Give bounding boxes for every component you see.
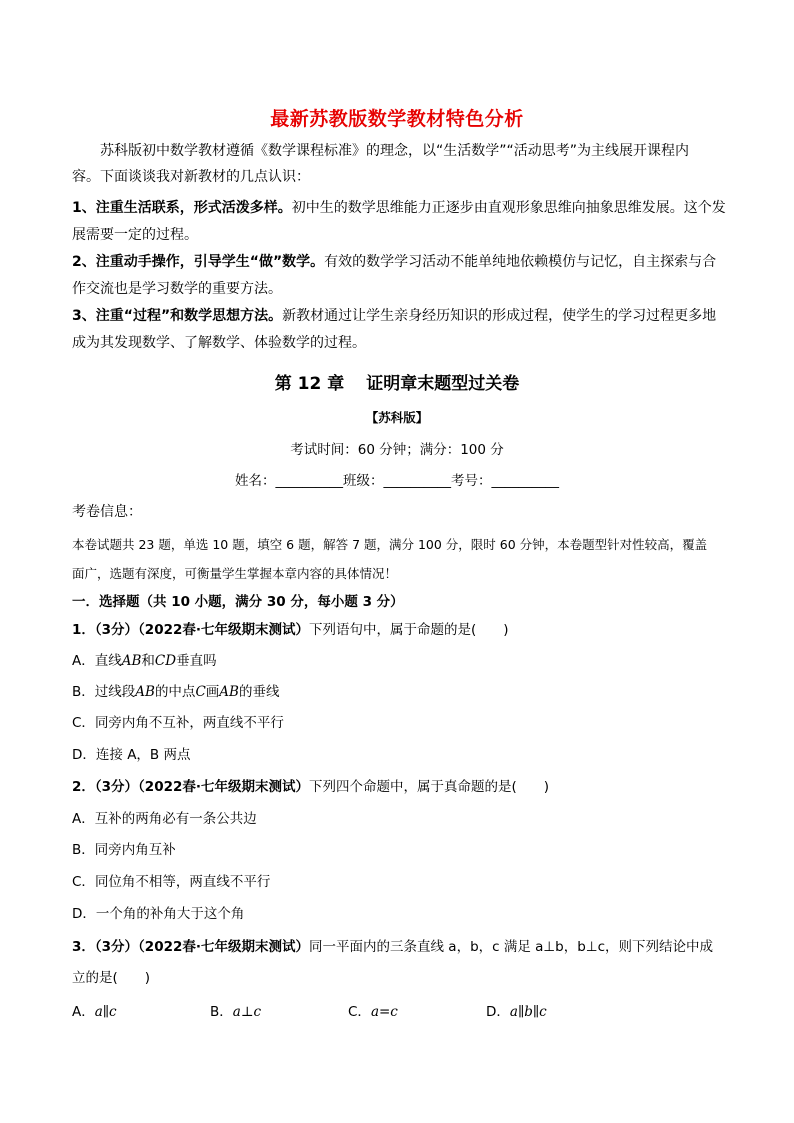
chapter-heading (0, 369, 794, 394)
intro-point-heading: 3、注重“过程”和数学思想方法。 (72, 308, 283, 324)
exam-info-label: 考卷信息： (72, 504, 142, 520)
option-a: A．互补的两角必有一条公共边 (72, 811, 257, 827)
question-stem: 同一平面内的三条直线 a，b，c 满足 a⊥b，b⊥c，则下列结论中成 (309, 939, 714, 955)
exam-info-text: 本卷试题共 23 题，单选 10 题，填空 6 题，解答 7 题，满分 100 分，限时 60 分钟，本卷题型针对性较高，覆盖 (72, 537, 708, 552)
intro-point-3 (72, 306, 716, 326)
intro-point-line: 成为其发现数学、了解数学、体验数学的过程。 (72, 335, 366, 351)
student-info-line: 姓名：__________班级：__________考号：__________ (235, 473, 559, 489)
option-c: C．a=c (348, 1004, 398, 1020)
chapter-title: 证明章末题型过关卷 (366, 374, 520, 394)
question-number: 1． (72, 622, 95, 638)
option-d: D．连接 A，B 两点 (72, 747, 191, 763)
section-heading: 一．选择题（共 10 小题，满分 30 分，每小题 3 分） (72, 594, 404, 610)
intro-point-text: 初中生的数学思维能力正逐步由直观形象思维向抽象思维发展。这个发 (291, 200, 726, 216)
option-b: B．a⊥c (210, 1004, 262, 1020)
question-meta: （3分）（2022春·七年级期末测试） (94, 939, 310, 955)
question-stem: 下列语句中，属于命题的是( ) (309, 622, 509, 638)
page-title: 最新苏教版数学教材特色分析 (270, 108, 524, 130)
question-stem: 下列四个命题中，属于真命题的是( ) (309, 779, 550, 795)
intro-point-heading: 1、注重生活联系，形式活泼多样。 (72, 200, 292, 216)
question-stem-line: 立的是( ) (72, 970, 151, 986)
intro-point-text: 新教材通过让学生亲身经历知识的形成过程，使学生的学习过程更多地 (282, 308, 717, 324)
option-a: A．a∥c (72, 1004, 117, 1020)
option-b: B．同旁内角互补 (72, 842, 176, 858)
option-c: C．同位角不相等，两直线不平行 (72, 874, 271, 890)
intro-point-text: 有效的数学学习活动不能单纯地依赖模仿与记忆，自主探索与合 (324, 254, 717, 270)
option-d: D．a∥b∥c (486, 1004, 547, 1020)
option-d: D．一个角的补角大于这个角 (72, 906, 245, 922)
question-meta: （3分）（2022春·七年级期末测试） (94, 622, 310, 638)
question-meta: （3分）（2022春·七年级期末测试） (94, 779, 310, 795)
chapter-number: 第 12 章 (274, 374, 345, 394)
intro-point-heading: 2、注重动手操作，引导学生“做”数学。 (72, 254, 325, 270)
intro-point-line: 作交流也是学习数学的重要方法。 (72, 281, 282, 297)
question-number: 2． (72, 779, 95, 795)
edition-label: 【苏科版】 (365, 410, 429, 425)
intro-point-2 (72, 252, 716, 272)
exam-time-score: 考试时间：60 分钟；满分：100 分 (290, 442, 504, 458)
intro-paragraph-line: 容。下面谈谈我对新教材的几点认识： (72, 169, 310, 185)
question-number: 3． (72, 939, 95, 955)
option-a: A．直线AB和CD垂直吗 (72, 653, 217, 669)
exam-info-text: 面广，选题有深度，可衡量学生掌握本章内容的具体情况！ (72, 566, 398, 581)
question-2 (72, 777, 549, 797)
option-b: B．过线段AB的中点C画AB的垂线 (72, 684, 280, 700)
intro-point-line: 展需要一定的过程。 (72, 227, 198, 243)
question-1 (72, 620, 509, 640)
intro-paragraph-line: 苏科版初中数学教材遵循《数学课程标准》的理念，以“生活数学”“活动思考”为主线展开课程内 (100, 143, 690, 159)
intro-point-1 (72, 198, 726, 218)
question-3 (72, 937, 713, 957)
option-c: C．同旁内角不互补，两直线不平行 (72, 715, 284, 731)
